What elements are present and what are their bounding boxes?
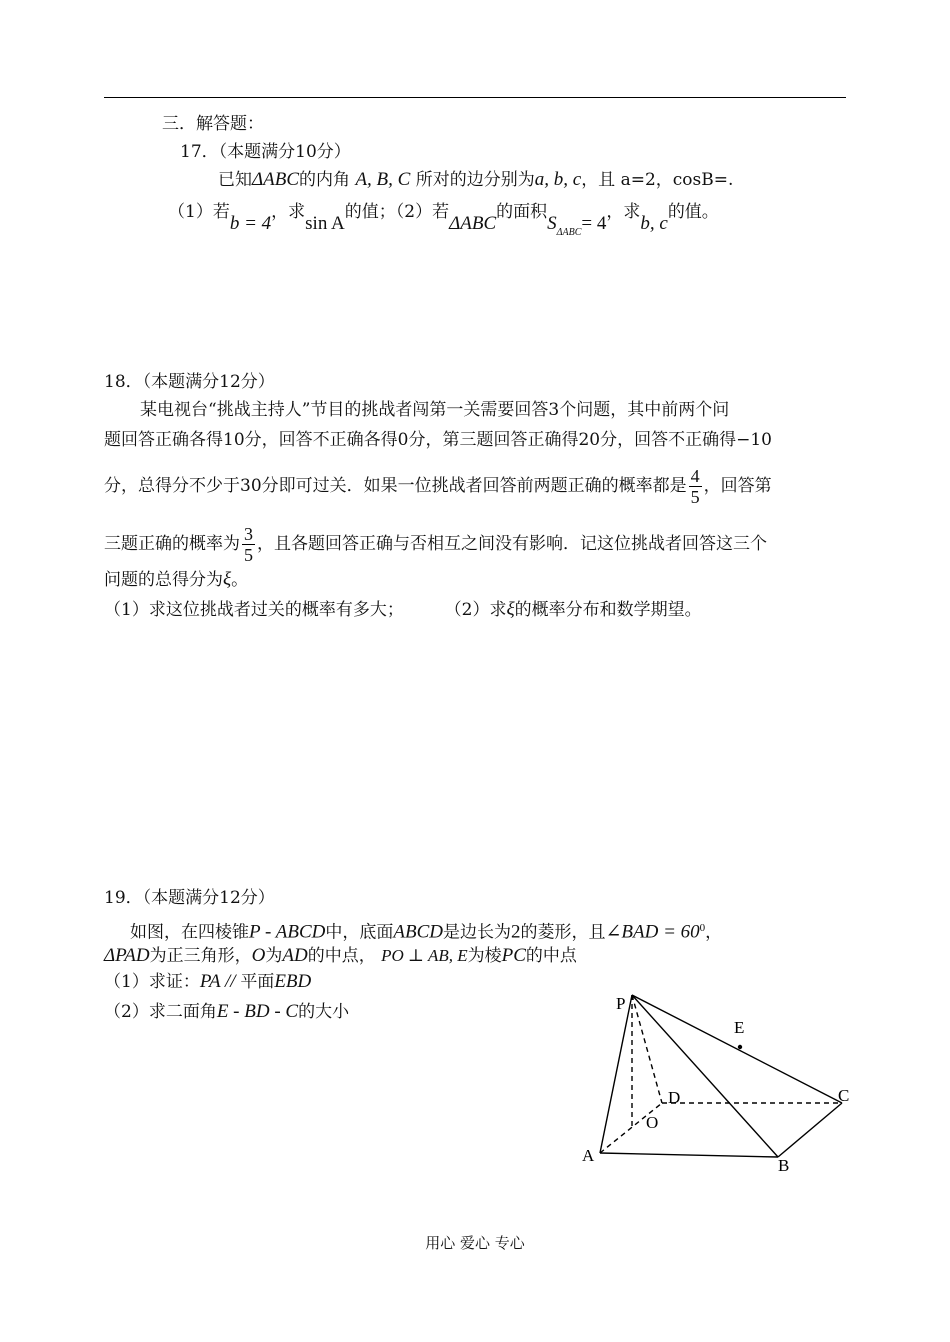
fraction-four-fifths: $\frac{4}{5}$ [690,466,700,507]
q19-sub1: （1）求证：PA // 平面EBD [104,971,312,992]
q18-header: 18．（本题满分12分） [104,372,275,392]
edge-pa [600,995,632,1153]
page-footer: 用心 爱心 专心 [425,1234,525,1252]
point-e [738,1045,742,1049]
edge-ab [600,1153,778,1157]
q18-para-line5: 问题的总得分为ξ。 [104,569,249,590]
q18-subquestions: （1）求这位挑战者过关的概率有多大； （2）求ξ的概率分布和数学期望。 [104,599,702,620]
q18-para-line2: 题回答正确各得10分，回答不正确各得0分，第三题回答正确得20分，回答不正确得−10 [104,430,772,450]
edge-bc [778,1103,842,1157]
pyramid-figure [570,985,860,1180]
label-c: C [838,1086,850,1105]
q19-header: 19．（本题满分12分） [104,888,275,908]
q18-para-line1: 某电视台“挑战主持人”节目的挑战者闯第一关需要回答3个问题，其中前两个问 [140,400,730,420]
q18-para-line3: 分，总得分不少于30分即可过关．如果一位挑战者回答前两题正确的概率都是 $\frac{4}{5}$ ，回答第 [104,466,772,507]
label-e: E [734,1018,745,1037]
q19-line1: 如图，在四棱锥P - ABCD中，底面ABCD是边长为2的菱形，且∠BAD = $60^0$， [130,921,723,943]
label-o: O [646,1113,659,1132]
edge-pc [632,995,842,1103]
q17-line1: 已知ΔABC的内角 A, B, C 所对的边分别为a, b, c，且 a=2，cosB=. [218,169,734,190]
label-d: D [668,1088,681,1107]
q19-sub2: （2）求二面角E - BD - C的大小 [104,1001,350,1022]
label-p: P [616,994,626,1013]
q18-para-line4: 三题正确的概率为 $\frac{3}{5}$ ，且各题回答正确与否相互之间没有影响．记这位挑战者回答这三个 [104,524,767,565]
q17-line2: （1）若b = 4，求sin A的值；（2）若ΔABC的面积$S_{\Delta ABC}= 4$，求b, c的值。 [168,202,719,238]
header-rule [104,97,846,98]
fraction-three-fifths: $\frac{3}{5}$ [244,524,253,565]
q17-header: 17．（本题满分10分） [180,142,351,162]
q19-line2: ΔPAD为正三角形，O为AD的中点， PO ⊥ AB, E为棱PC的中点 [104,945,577,966]
label-b: B [778,1156,790,1175]
label-a: A [582,1146,595,1165]
section-title: 三．解答题： [162,114,264,134]
